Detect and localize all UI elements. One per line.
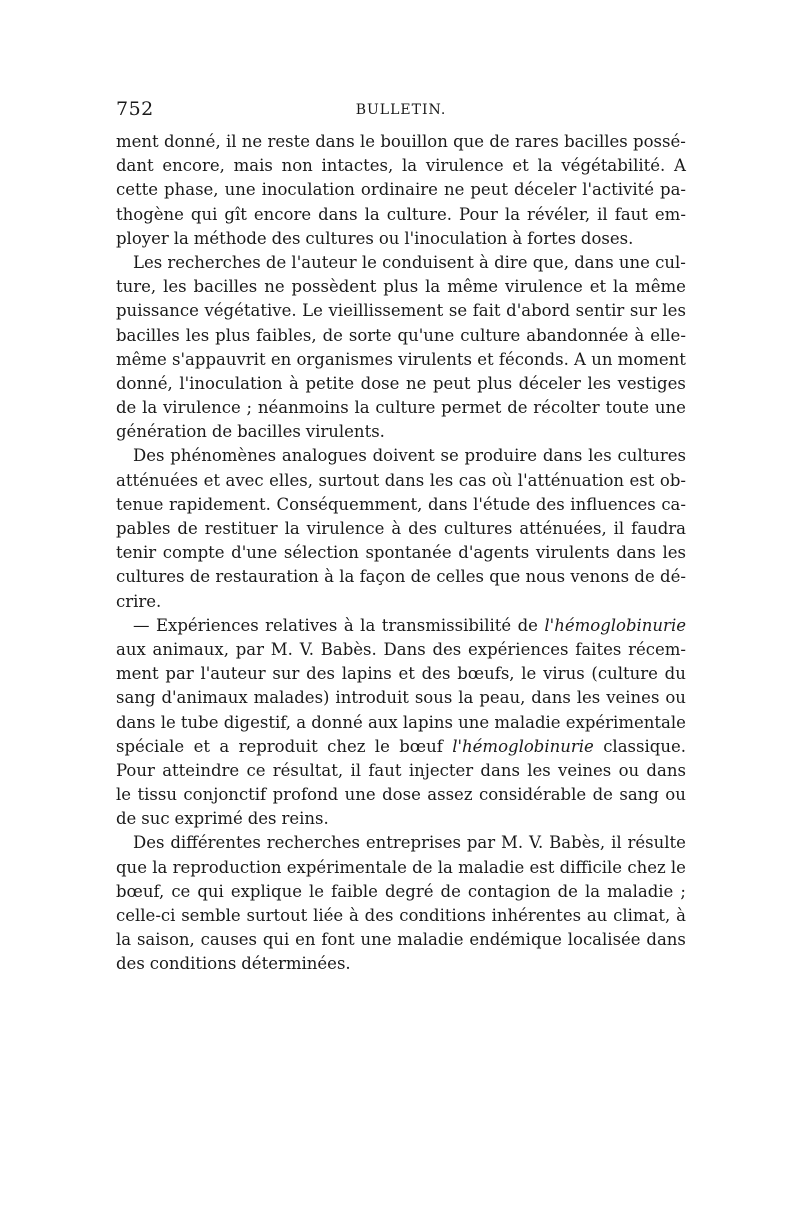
paragraph <box>116 251 686 445</box>
text-line: de la virulence ; néanmoins la culture permet de récolter toute une <box>116 398 686 418</box>
text-line: atténuées et avec elles, surtout dans les cas où l'atténuation est ob- <box>116 470 686 490</box>
page-header <box>116 98 686 122</box>
text-line: cette phase, une inoculation ordinaire ne peut déceler l'activité pa- <box>116 180 686 200</box>
text-line: ment donné, il ne reste dans le bouillon que de rares bacilles possé- <box>116 132 686 151</box>
paragraph <box>116 831 686 976</box>
text-line: Les recherches de l'auteur le conduisent à dire que, dans une cul- <box>133 252 686 272</box>
text-line: bœuf, ce qui explique le faible degré de contagion de la maladie ; <box>116 881 686 901</box>
text-line: bacilles les plus faibles, de sorte qu'une culture abandonnée à elle- <box>116 325 686 345</box>
text-line: dant encore, mais non intactes, la virulence et la végétabilité. A <box>116 156 686 176</box>
text-line: donné, l'inoculation à petite dose ne peut plus déceler les vestiges <box>116 373 686 393</box>
text-line: que la reproduction expérimentale de la maladie est difficile chez le <box>116 857 686 877</box>
running-head: BULLETIN. <box>355 102 447 118</box>
text-line: spéciale et a reproduit chez le bœuf l'hémoglobinurie classique. <box>116 736 686 756</box>
text-line: ployer la méthode des cultures ou l'inoculation à fortes doses. <box>116 228 634 248</box>
text-line: le tissu conjonctif profond une dose assez considérable de sang ou <box>116 785 686 805</box>
text-line: tenue rapidement. Conséquemment, dans l'étude des influences ca- <box>116 494 686 514</box>
text-line: Des différentes recherches entreprises par M. V. Babès, il résulte <box>133 833 686 853</box>
text-line: des conditions déterminées. <box>116 954 351 974</box>
text-line: thogène qui gît encore dans la culture. Pour la révéler, il faut em- <box>116 204 686 224</box>
text-line: sang d'animaux malades) introduit sous la peau, dans les veines ou <box>116 688 686 708</box>
text-line: de suc exprimé des reins. <box>116 809 329 829</box>
text-line: — Expériences relatives à la transmissibilité de l'hémoglobinurie <box>133 615 686 635</box>
paragraph <box>116 614 686 832</box>
text-line: Pour atteindre ce résultat, il faut injecter dans les veines ou dans <box>116 760 686 780</box>
text-line: même s'appauvrit en organismes virulents et féconds. A un moment <box>116 349 686 369</box>
body-text <box>116 130 686 977</box>
text-line: puissance végétative. Le vieillissement se fait d'abord sentir sur les <box>116 301 686 321</box>
text-line: cultures de restauration à la façon de celles que nous venons de dé- <box>116 567 686 587</box>
text-line: génération de bacilles virulents. <box>116 422 385 442</box>
text-line: ment par l'auteur sur des lapins et des bœufs, le virus (culture du <box>116 664 686 684</box>
paragraph <box>116 444 686 613</box>
text-line: tenir compte d'une sélection spontanée d'agents virulents dans les <box>116 543 686 563</box>
text-line: aux animaux, par M. V. Babès. Dans des expériences faites récem- <box>116 639 686 659</box>
text-line: Des phénomènes analogues doivent se produire dans les cultures <box>133 446 686 466</box>
text-line: dans le tube digestif, a donné aux lapins une maladie expérimentale <box>116 712 686 732</box>
page-number: 752 <box>116 98 154 120</box>
paragraph <box>116 130 686 251</box>
text-line: ture, les bacilles ne possèdent plus la même virulence et la même <box>116 277 686 297</box>
text-line: crire. <box>116 591 162 611</box>
text-line: pables de restituer la virulence à des cultures atténuées, il faudra <box>116 519 686 538</box>
text-line: celle-ci semble surtout liée à des conditions inhérentes au climat, à <box>116 906 686 925</box>
text-line: la saison, causes qui en font une maladie endémique localisée dans <box>116 930 686 950</box>
